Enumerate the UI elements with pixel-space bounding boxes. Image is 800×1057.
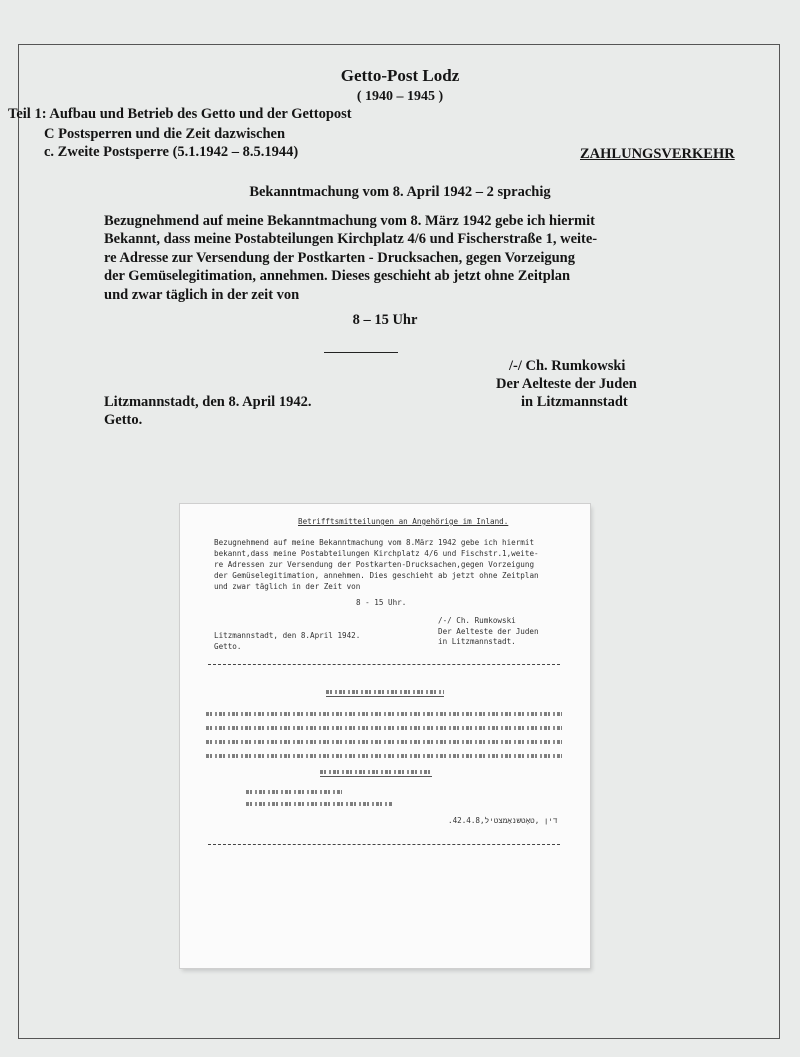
yiddish-line bbox=[206, 726, 562, 730]
scan-yiddish-date: .42.4.8,דין ,טאָטשנאַמצטיל bbox=[448, 816, 558, 825]
announcement-body bbox=[104, 212, 670, 304]
yiddish-heading bbox=[326, 690, 444, 694]
signature-place: in Litzmannstadt bbox=[521, 394, 628, 410]
scan-signature-place: in Litzmannstadt. bbox=[438, 637, 516, 646]
yiddish-signature bbox=[246, 802, 392, 806]
divider bbox=[324, 352, 398, 353]
scan-line: und zwar täglich in der Zeit von bbox=[214, 582, 361, 591]
yiddish-heading-underline bbox=[326, 696, 444, 697]
scan-line: re Adressen zur Versendung der Postkarten-Drucksachen,gegen Vorzeigung bbox=[214, 560, 535, 569]
body-line: der Gemüselegitimation, annehmen. Dieses geschieht ab jetzt ohne Zeitplan bbox=[104, 268, 571, 285]
yiddish-hours-underline bbox=[320, 776, 432, 777]
place-date: Litzmannstadt, den 8. April 1942. bbox=[104, 394, 312, 410]
body-line: Bekannt, dass meine Postabteilungen Kirchplatz 4/6 und Fischerstraße 1, weite- bbox=[104, 231, 598, 248]
page-title: Getto-Post Lodz bbox=[340, 66, 460, 85]
scan-hours: 8 - 15 Uhr. bbox=[356, 598, 407, 607]
body-line: re Adresse zur Versendung der Postkarten - Drucksachen, gegen Vorzeigung bbox=[104, 249, 575, 266]
scan-signature-title: Der Aelteste der Juden bbox=[438, 627, 539, 636]
announcement-heading: Bekanntmachung vom 8. April 1942 – 2 sprachig bbox=[249, 184, 551, 200]
scan-getto: Getto. bbox=[214, 642, 242, 651]
scan-signature-name: /-/ Ch. Rumkowski bbox=[438, 616, 516, 625]
yiddish-line bbox=[206, 754, 562, 758]
years-range: ( 1940 – 1945 ) bbox=[356, 89, 444, 104]
body-line: Bezugnehmend auf meine Bekanntmachung vom 8. März 1942 gebe ich hiermit bbox=[104, 213, 595, 229]
scan-line: der Gemüselegitimation, annehmen. Dies geschieht ab jetzt ohne Zeitplan bbox=[214, 571, 539, 580]
topic-label: ZAHLUNGSVERKEHR bbox=[580, 146, 735, 162]
subsection-heading: c. Zweite Postsperre (5.1.1942 – 8.5.1944) bbox=[44, 144, 299, 160]
scan-separator bbox=[208, 664, 560, 665]
scan-line: Bezugnehmend auf meine Bekanntmachung vom 8.März 1942 gebe ich hiermit bbox=[214, 538, 535, 547]
part-heading: Teil 1: Aufbau und Betrieb des Getto und der Gettopost bbox=[8, 106, 352, 122]
getto-label: Getto. bbox=[104, 412, 143, 428]
section-heading: C Postsperren und die Zeit dazwischen bbox=[44, 126, 286, 142]
yiddish-signature bbox=[246, 790, 342, 794]
yiddish-line bbox=[206, 740, 562, 744]
scanned-document bbox=[180, 504, 590, 968]
yiddish-line bbox=[206, 712, 562, 716]
scan-line: bekannt,dass meine Postabteilungen Kirchplatz 4/6 und Fischstr.1,weite- bbox=[214, 549, 539, 558]
scan-bottom-separator bbox=[208, 844, 560, 845]
opening-hours: 8 – 15 Uhr bbox=[352, 312, 418, 328]
signature-name: /-/ Ch. Rumkowski bbox=[509, 358, 626, 374]
scan-heading: Betrifftsmitteilungen an Angehörige im Inland. bbox=[298, 517, 509, 526]
scan-place-date: Litzmannstadt, den 8.April 1942. bbox=[214, 631, 361, 640]
yiddish-hours bbox=[320, 770, 432, 774]
signature-title: Der Aelteste der Juden bbox=[496, 376, 637, 392]
body-line: und zwar täglich in der zeit von bbox=[104, 286, 300, 303]
